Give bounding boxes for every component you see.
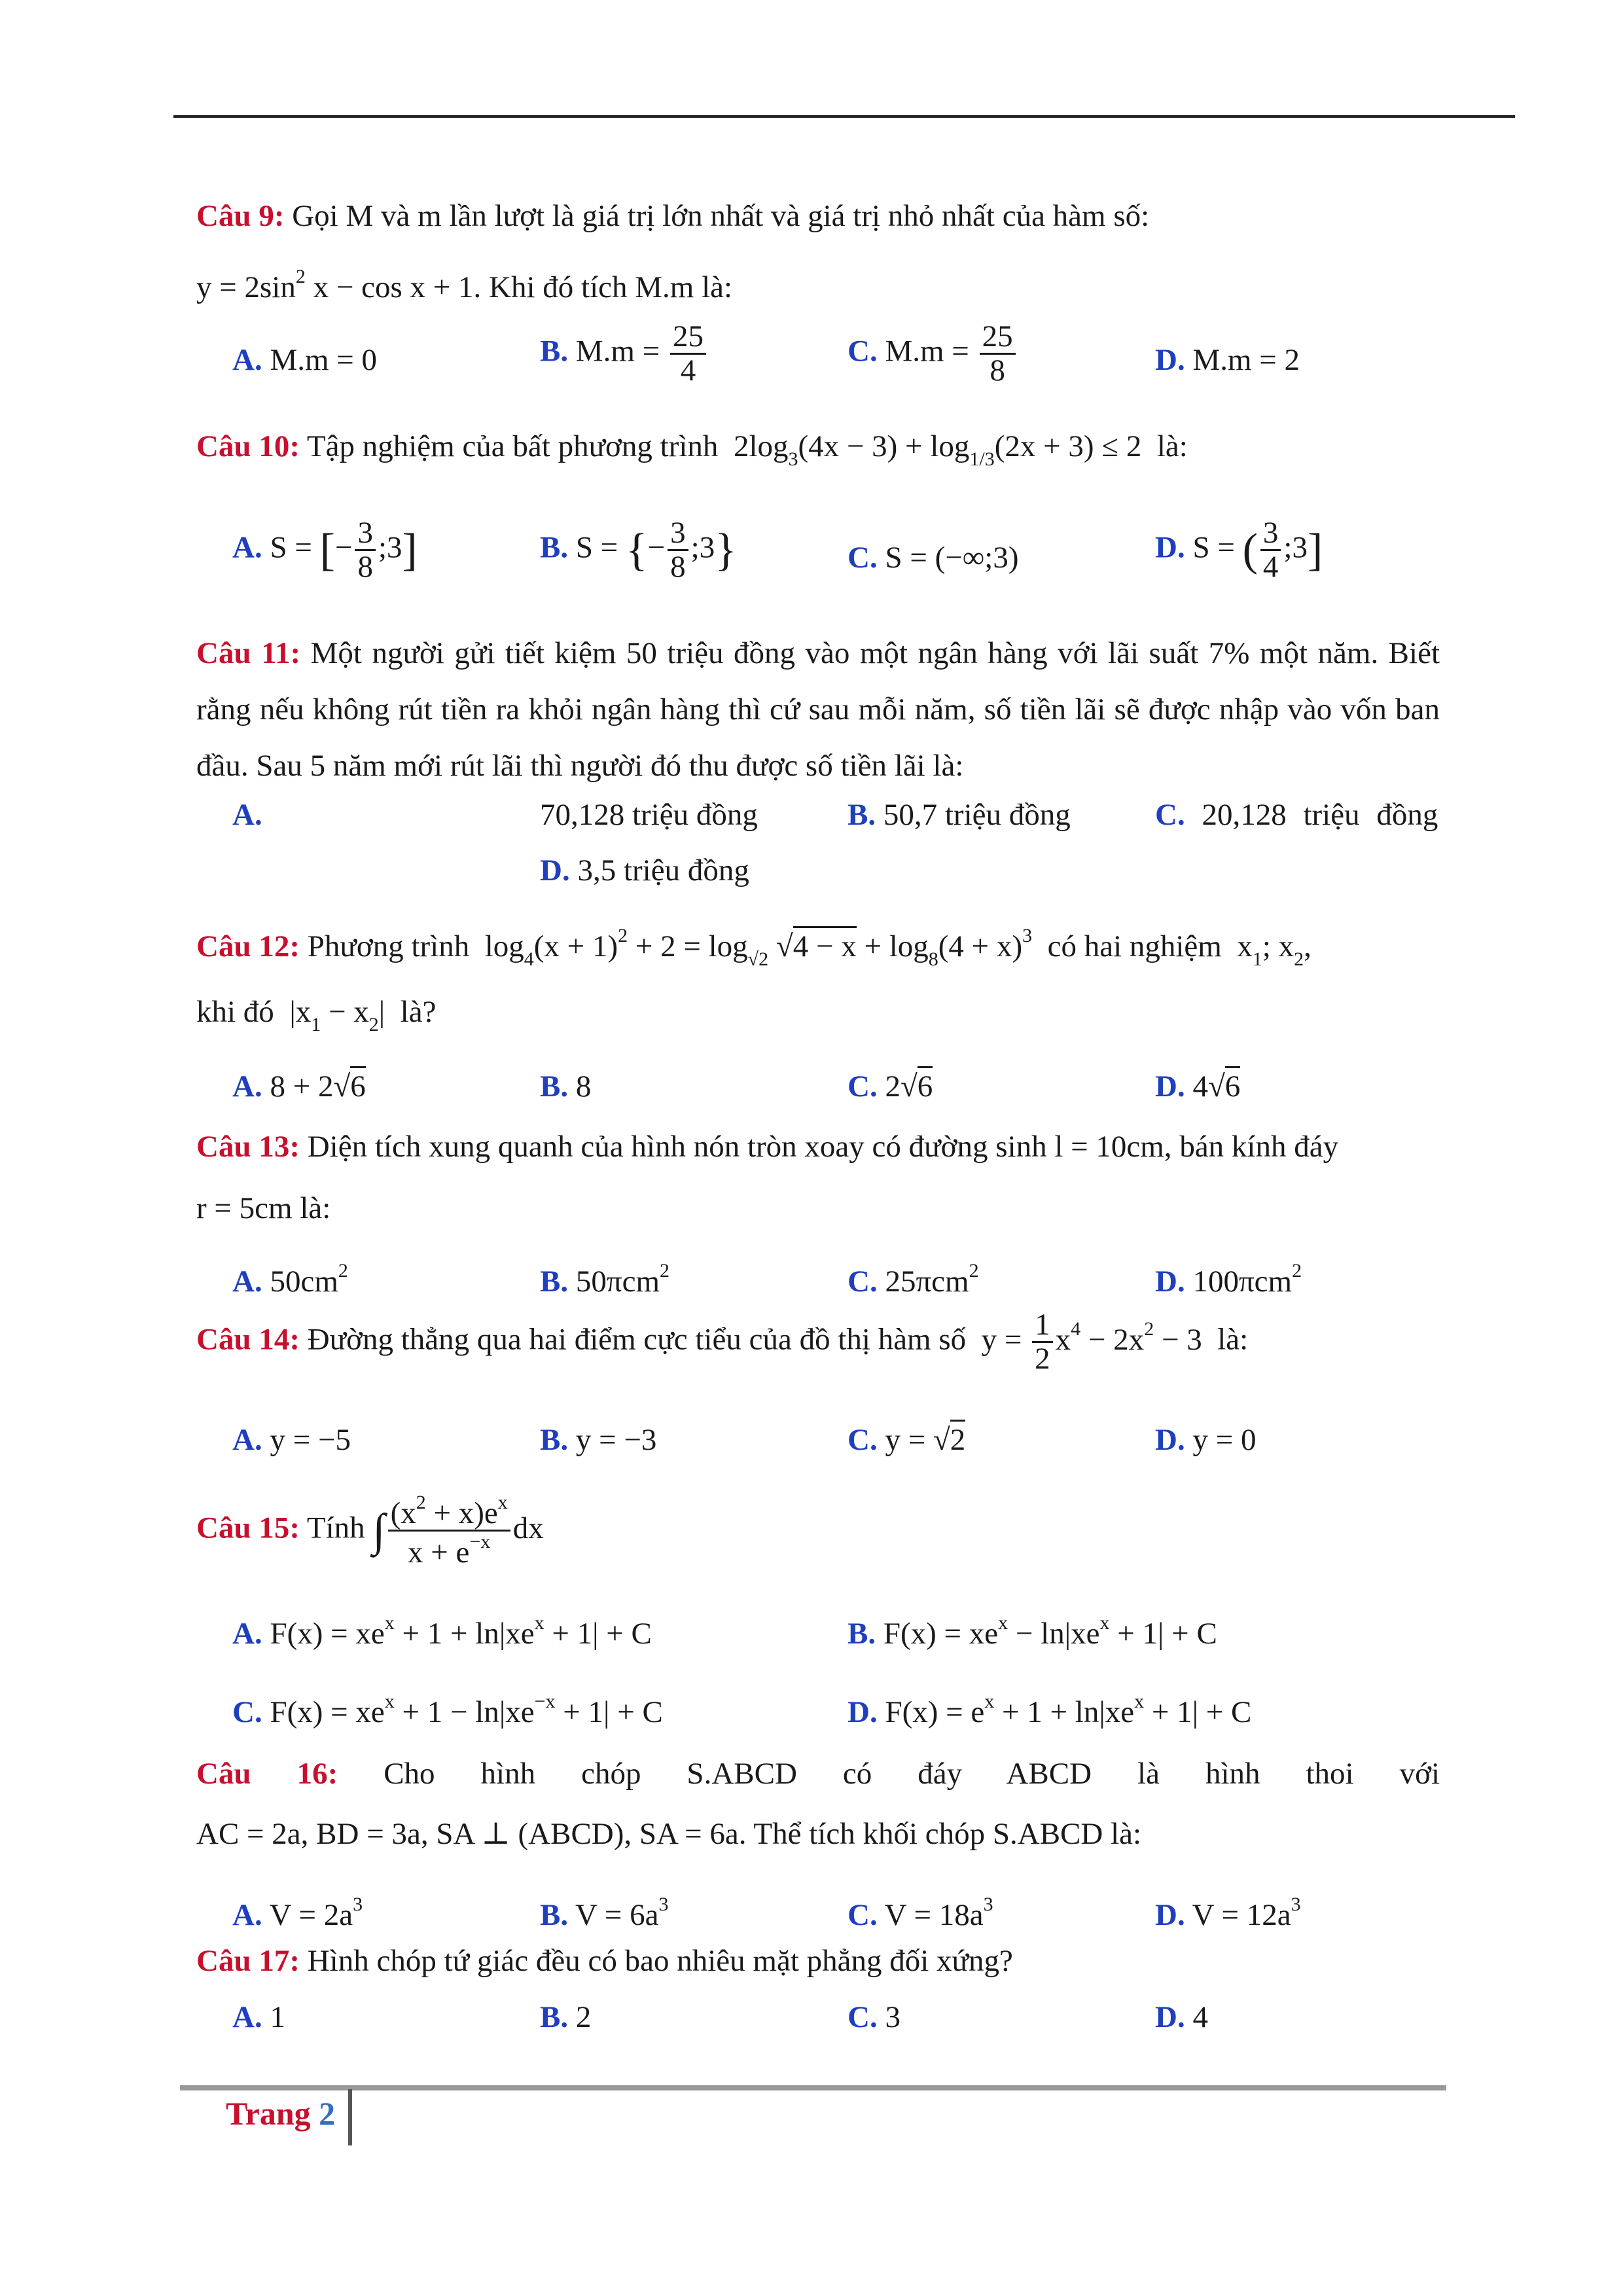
question-17 xyxy=(196,1941,1440,1981)
option-b[interactable]: B. 50πcm$^2$ xyxy=(540,1260,670,1299)
radius: r = 5cm xyxy=(196,1191,293,1225)
fraction: $\frac{25}{4}$ xyxy=(670,321,706,387)
question-9-formula-line xyxy=(196,257,1440,307)
question-tail: . Khi đó tích M.m là: xyxy=(473,270,733,304)
option-b[interactable]: B. M.m = $\frac{25}{4}$ xyxy=(540,321,709,387)
option-d[interactable]: D. 4 xyxy=(1155,2000,1208,2034)
question-mid: có hai nghiệm xyxy=(1047,929,1222,963)
question-text: Hình chóp tứ giác đều có bao nhiêu mặt phẳng đối xứng? xyxy=(307,1944,1013,1978)
option-d[interactable]: D. S = ( $\frac{3}{4}$ ;3] xyxy=(1155,516,1323,584)
expression: $|x_1 - x_2|$ xyxy=(281,995,393,1035)
question-tail: là? xyxy=(400,995,437,1029)
option-a[interactable]: A. 8 + 2√6 xyxy=(232,1067,366,1106)
question-16 xyxy=(196,1754,1440,1793)
option-a[interactable]: A. $50cm^2$ xyxy=(232,1260,348,1299)
option-c[interactable]: C. 2√6 xyxy=(847,1067,933,1106)
option-b[interactable]: B. $F(x) = xe^x - \ln|xe^x + 1| + C$ xyxy=(847,1612,1217,1651)
option-a[interactable]: A. $F(x) = xe^x + 1 + \ln|xe^x + 1| + C$ xyxy=(232,1612,652,1651)
option-c[interactable]: C. S = (−∞;3) xyxy=(847,541,1019,575)
option-c[interactable]: C. 3 xyxy=(847,2000,901,2034)
question-13 xyxy=(196,1127,1440,1166)
footer-divider xyxy=(348,2089,352,2145)
option-d[interactable]: D. 4√6 xyxy=(1155,1067,1240,1106)
question-number: Câu 17: xyxy=(196,1944,300,1978)
page-label: Trang xyxy=(226,2095,311,2132)
question-number: Câu 11: xyxy=(196,636,301,670)
question-text: Gọi M và m lần lượt là giá trị lớn nhất và giá trị nhỏ nhất của hàm số: xyxy=(292,199,1150,233)
formula: $2\log_3(4x - 3) + \log_{1/3}(2x + 3) \le 2$ xyxy=(726,429,1150,470)
question-tail: là: xyxy=(1217,1322,1249,1357)
option-b[interactable]: B. $V = 6a^3$ xyxy=(540,1893,669,1932)
page-number xyxy=(226,2094,335,2132)
option-a[interactable]: A. $V = 2a^3$ xyxy=(232,1893,363,1932)
formula: $y = 2\sin^2$ x − cos x + 1 xyxy=(196,266,474,304)
formula: y = $\frac{1}{2}$ $x^4 - 2x^2 - 3$ xyxy=(973,1308,1210,1376)
option-d[interactable]: D. 3,5 triệu đồng xyxy=(540,853,749,888)
question-tail: . Thể tích khối chóp S.ABCD là: xyxy=(738,1817,1142,1851)
page-value: 2 xyxy=(319,2095,336,2132)
option-d[interactable]: D. $F(x) = e^x + 1 + \ln|xe^x + 1| + C$ xyxy=(847,1691,1252,1729)
question-text: Cho hình chóp S.ABCD có đáy ABCD là hình thoi với xyxy=(383,1757,1440,1791)
question-14 xyxy=(196,1309,1440,1376)
question-11 xyxy=(196,625,1440,794)
footer-rule xyxy=(180,2085,1446,2090)
question-number: Câu 14: xyxy=(196,1322,300,1357)
question-9 xyxy=(196,196,1440,236)
option-a[interactable]: A. M.m = 0 xyxy=(232,343,378,377)
question-16-line2 xyxy=(196,1814,1440,1854)
option-c[interactable]: C. 25πcm$^2$ xyxy=(847,1260,979,1299)
slant-height: l = 10cm, xyxy=(1054,1130,1172,1164)
question-number: Câu 15: xyxy=(196,1511,300,1545)
option-a[interactable]: A. xyxy=(232,798,262,832)
question-mid: bán kính đáy xyxy=(1179,1130,1339,1164)
option-c[interactable]: C. 20,128 triệu đồng xyxy=(1155,798,1438,832)
question-tail: là: xyxy=(1156,429,1188,463)
question-tail: là: xyxy=(300,1191,331,1225)
question-number: Câu 9: xyxy=(196,199,285,233)
option-b[interactable]: B. y = −3 xyxy=(540,1423,657,1457)
question-12-line2 xyxy=(196,992,1440,1045)
question-text: Phương trình xyxy=(307,929,470,963)
option-b[interactable]: B. 50,7 triệu đồng xyxy=(847,798,1071,832)
question-text: Tính xyxy=(306,1511,365,1545)
question-number: Câu 13: xyxy=(196,1130,300,1164)
option-b[interactable]: B. S = {− $\frac{3}{8}$ ;3} xyxy=(540,516,737,584)
fraction: $\frac{25}{8}$ xyxy=(980,321,1016,387)
header-rule xyxy=(173,115,1515,118)
option-c[interactable]: C. $F(x) = xe^x + 1 - \ln|xe^{-x} + 1| + C$ xyxy=(232,1691,663,1729)
option-a[interactable]: A. S = [− $\frac{3}{8}$ ;3] xyxy=(232,516,418,584)
option-a[interactable]: A. y = −5 xyxy=(232,1423,351,1457)
question-text: Diện tích xung quanh của hình nón tròn xoay có đường sinh xyxy=(307,1130,1047,1164)
question-number: Câu 10: xyxy=(196,429,300,463)
option-b[interactable]: B. 8 xyxy=(540,1069,592,1103)
roots: $x_1$; $x_2$, xyxy=(1229,929,1311,970)
question-15 xyxy=(196,1492,1440,1570)
formula: $\log_4(x + 1)^2 + 2 = \log_{√2} √4 - x + \log_8(4 + x)^3$ xyxy=(476,925,1033,970)
question-text: Đường thẳng qua hai điểm cực tiểu của đồ thị hàm số xyxy=(307,1322,967,1357)
option-c[interactable]: C. y = √2 xyxy=(847,1420,965,1460)
formula: AC = 2a, BD = 3a, SA ⊥ (ABCD), SA = 6a xyxy=(196,1817,739,1851)
question-12 xyxy=(196,916,1459,979)
question-number: Câu 12: xyxy=(196,929,300,963)
question-10 xyxy=(196,427,1440,479)
option-c[interactable]: C. M.m = $\frac{25}{8}$ xyxy=(847,321,1018,387)
question-text: Một người gửi tiết kiệm 50 triệu đồng vào một ngân hàng với lãi suất 7% một năm. Biết rằng nếu không rút tiền ra khỏi ngân hàng thì cứ sau mỗi năm, số tiền lãi sẽ được nhập vào vốn ban đầu. Sau 5 năm mới rút lãi thì người đó thu được số tiền lãi là: xyxy=(196,636,1440,783)
option-a-text[interactable]: 70,128 triệu đồng xyxy=(540,798,758,832)
option-d[interactable]: D. $V = 12a^3$ xyxy=(1155,1893,1301,1932)
question-text: khi đó xyxy=(196,995,274,1029)
integral: ∫ $\frac{(x^2 + x)e^x}{x + e^{-x}}$ dx xyxy=(372,1492,544,1570)
option-a[interactable]: A. 1 xyxy=(232,2000,285,2034)
option-b[interactable]: B. 2 xyxy=(540,2000,592,2034)
option-d[interactable]: D. y = 0 xyxy=(1155,1423,1257,1457)
option-c[interactable]: C. $V = 18a^3$ xyxy=(847,1893,993,1932)
question-13-line2 xyxy=(196,1189,1440,1228)
option-d[interactable]: D. 100πcm$^2$ xyxy=(1155,1260,1302,1299)
question-text: Tập nghiệm của bất phương trình xyxy=(306,429,719,463)
option-d[interactable]: D. M.m = 2 xyxy=(1155,343,1300,377)
question-number: Câu 16: xyxy=(196,1757,338,1791)
